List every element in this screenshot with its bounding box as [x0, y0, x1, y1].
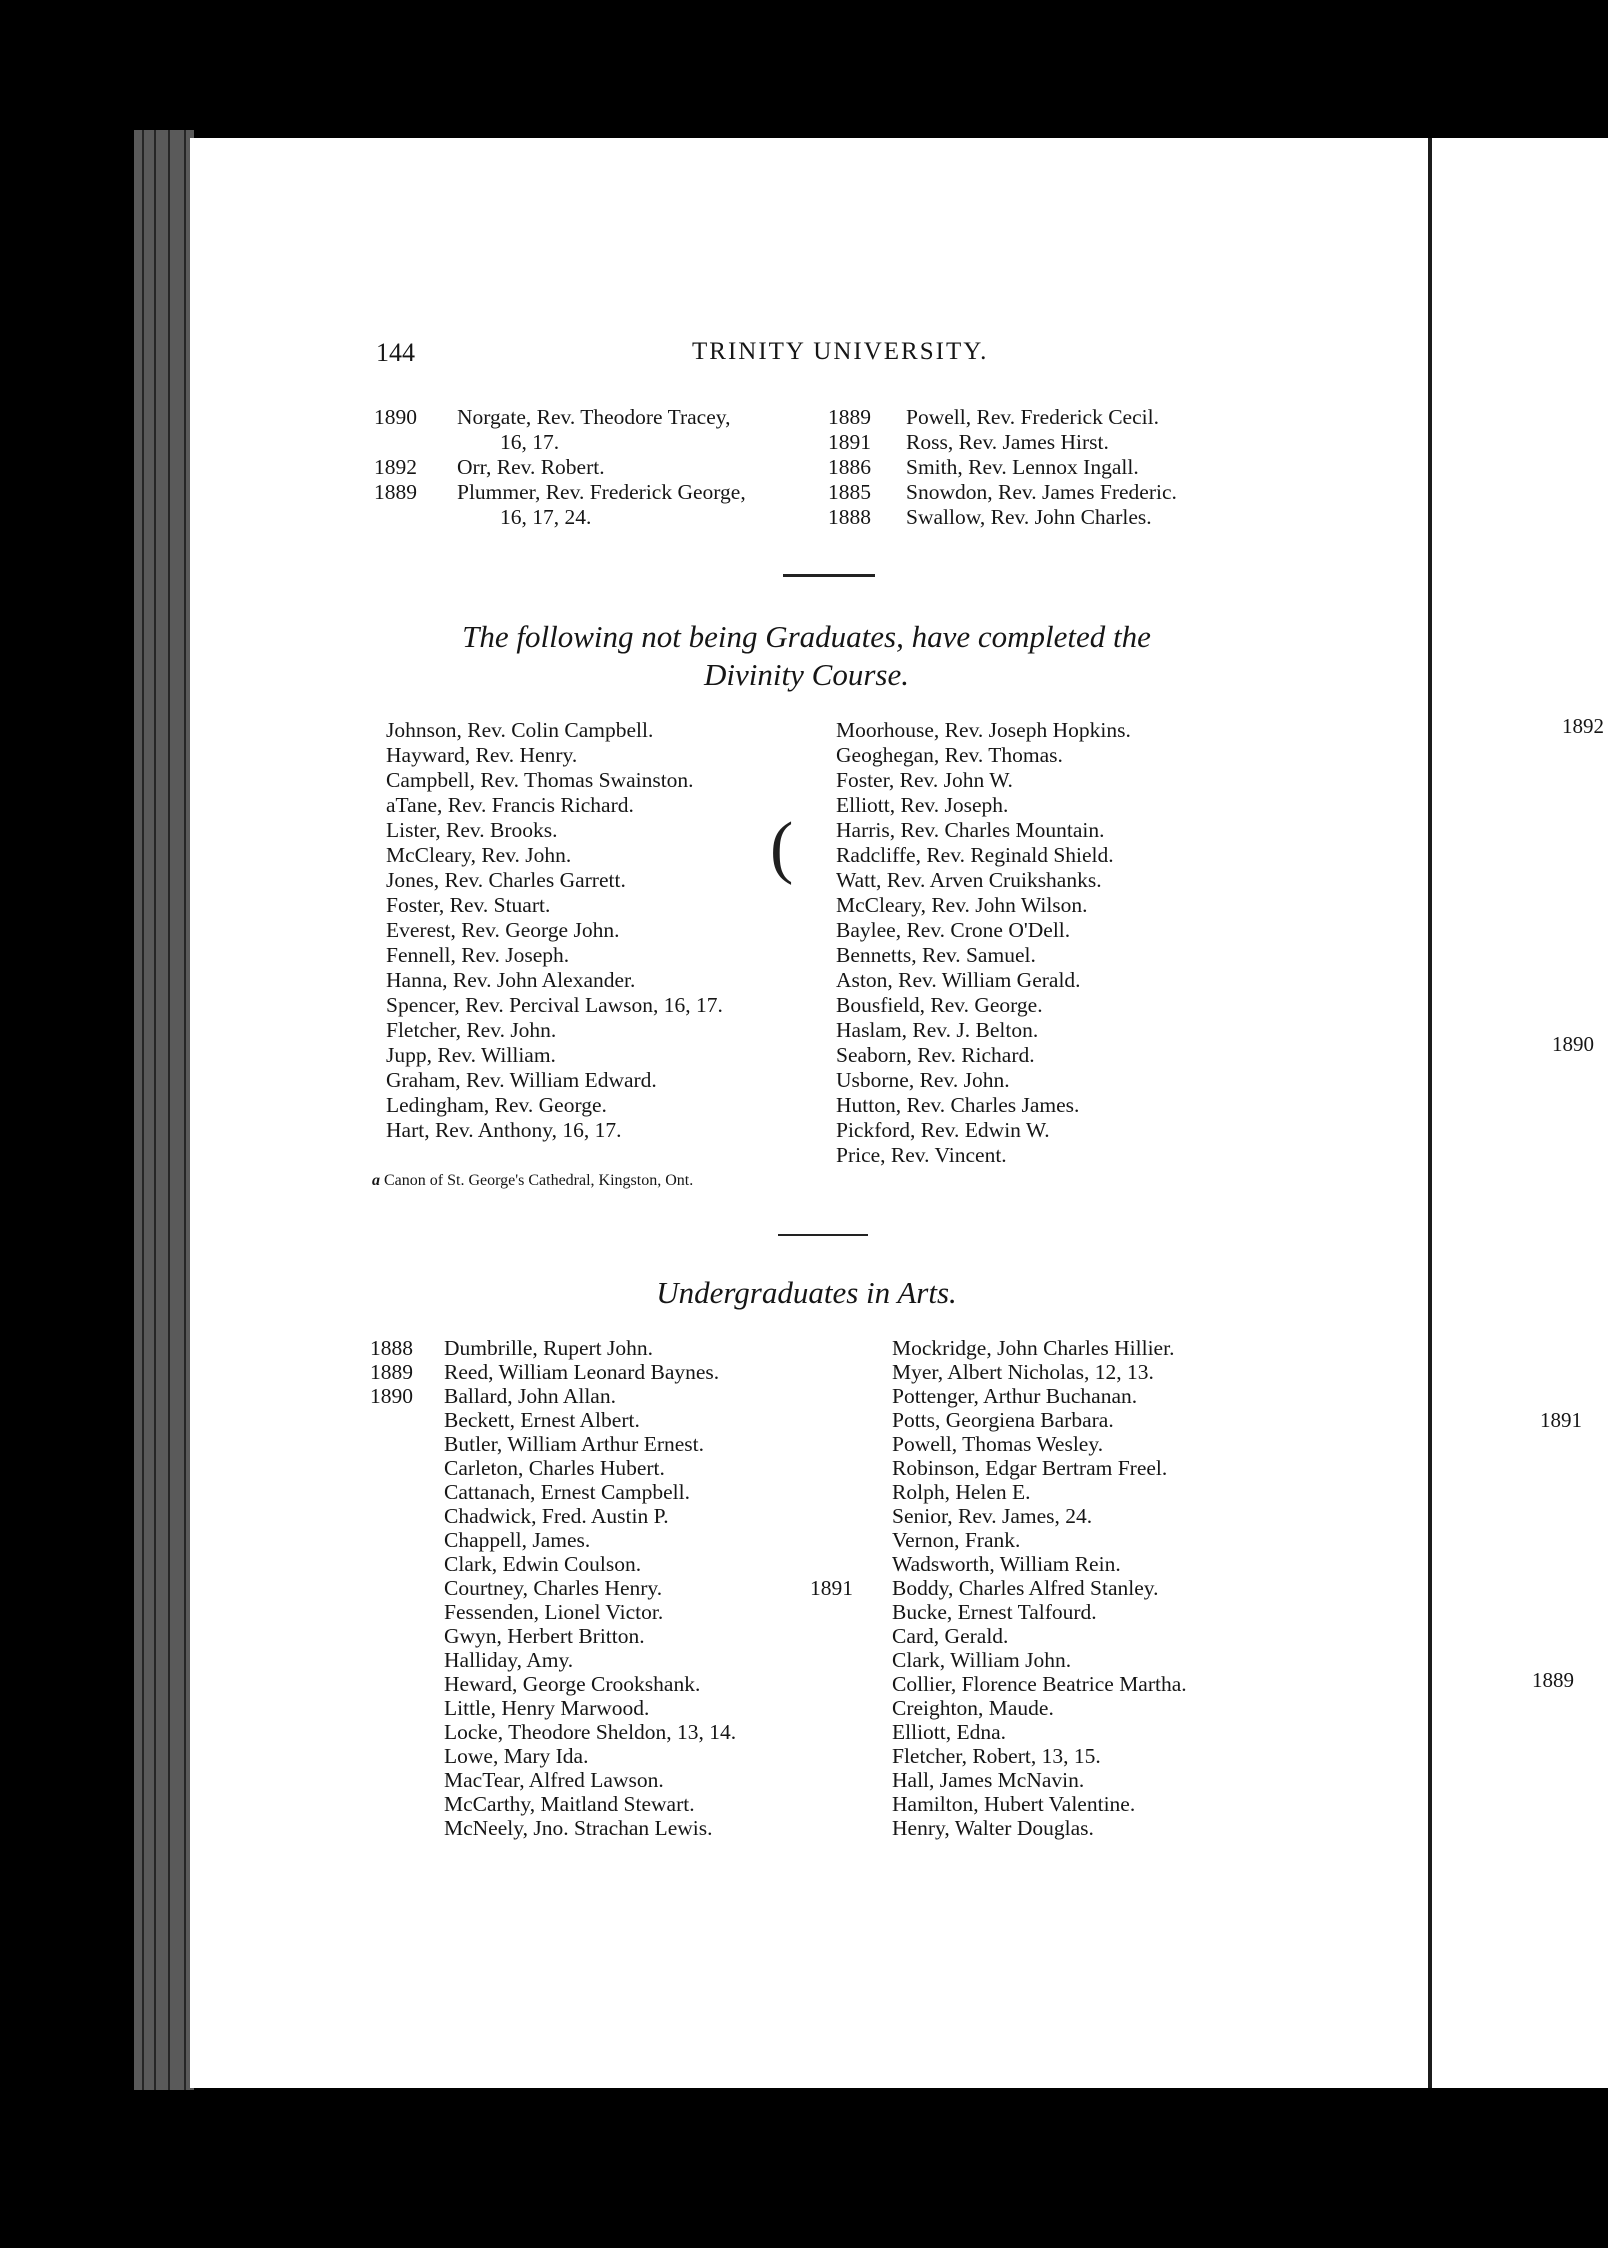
list-item: Watt, Rev. Arven Cruikshanks. [836, 868, 1102, 892]
section-divider [783, 574, 875, 577]
footnote [372, 1172, 693, 1190]
list-item: Pickford, Rev. Edwin W. [836, 1118, 1050, 1142]
entry-name: Collier, Florence Beatrice Martha. [892, 1672, 1187, 1696]
list-item: Everest, Rev. George John. [386, 918, 620, 942]
list-item: Elliott, Rev. Joseph. [836, 793, 1009, 817]
entry-name: Clark, Edwin Coulson. [444, 1552, 642, 1576]
bracket-mark: ( [770, 809, 794, 886]
facing-page-year: 1891 [1540, 1408, 1582, 1432]
page-gutter [1428, 138, 1432, 2088]
entry-name: Butler, William Arthur Ernest. [444, 1432, 705, 1456]
list-item: aTane, Rev. Francis Richard. [386, 793, 634, 817]
footnote-text: Canon of St. George's Cathedral, Kingston, Ont. [384, 1172, 694, 1189]
entry-year: 1891 [810, 1576, 853, 1600]
list-item: Bennetts, Rev. Samuel. [836, 943, 1036, 967]
entry-name: Henry, Walter Douglas. [892, 1816, 1094, 1840]
list-item: Jones, Rev. Charles Garrett. [386, 868, 626, 892]
list-item: Foster, Rev. Stuart. [386, 893, 551, 917]
list-item: Johnson, Rev. Colin Campbell. [386, 718, 654, 742]
list-item: Geoghegan, Rev. Thomas. [836, 743, 1063, 767]
facing-page-year: 1889 [1532, 1668, 1574, 1692]
list-item: Price, Rev. Vincent. [836, 1143, 1007, 1167]
entry-name: Elliott, Edna. [892, 1720, 1007, 1744]
footnote-mark: a [372, 1172, 380, 1189]
list-item: Baylee, Rev. Crone O'Dell. [836, 918, 1071, 942]
entry-name: McCarthy, Maitland Stewart. [444, 1792, 695, 1816]
entry-name: Smith, Rev. Lennox Ingall. [906, 455, 1139, 479]
entry-year: 1888 [370, 1336, 413, 1360]
entry-name: Clark, William John. [892, 1648, 1072, 1672]
entry-name: Lowe, Mary Ida. [444, 1744, 589, 1768]
entry-name: Orr, Rev. Robert. [457, 455, 605, 479]
entry-year: 1890 [370, 1384, 413, 1408]
list-item: Jupp, Rev. William. [386, 1043, 556, 1067]
list-item: Hanna, Rev. John Alexander. [386, 968, 636, 992]
entry-name: Swallow, Rev. John Charles. [906, 505, 1152, 529]
section-divider [778, 1234, 868, 1236]
running-head: TRINITY UNIVERSITY. [692, 338, 989, 365]
page-number: 144 [376, 338, 415, 367]
entry-name: Bucke, Ernest Talfourd. [892, 1600, 1097, 1624]
list-item: Hart, Rev. Anthony, 16, 17. [386, 1118, 622, 1142]
entry-name: Myer, Albert Nicholas, 12, 13. [892, 1360, 1154, 1384]
list-item: Aston, Rev. William Gerald. [836, 968, 1081, 992]
non-graduates-heading: The following not being Graduates, have completed the [462, 619, 1151, 654]
list-item: Lister, Rev. Brooks. [386, 818, 558, 842]
entry-name: Rolph, Helen E. [892, 1480, 1031, 1504]
entry-name: Courtney, Charles Henry. [444, 1576, 663, 1600]
entry-name: Ballard, John Allan. [444, 1384, 616, 1408]
entry-name: Heward, George Crookshank. [444, 1672, 701, 1696]
entry-year: 1889 [370, 1360, 413, 1384]
entry-name: Beckett, Ernest Albert. [444, 1408, 640, 1432]
entry-year: 1885 [828, 480, 871, 504]
entry-name: MacTear, Alfred Lawson. [444, 1768, 664, 1792]
entry-name: Senior, Rev. James, 24. [892, 1504, 1093, 1528]
entry-name: Boddy, Charles Alfred Stanley. [892, 1576, 1159, 1600]
list-item: Harris, Rev. Charles Mountain. [836, 818, 1105, 842]
entry-name: Vernon, Frank. [892, 1528, 1021, 1552]
list-item: Usborne, Rev. John. [836, 1068, 1010, 1092]
list-item: Campbell, Rev. Thomas Swainston. [386, 768, 694, 792]
list-item: Seaborn, Rev. Richard. [836, 1043, 1035, 1067]
entry-name: Snowdon, Rev. James Frederic. [906, 480, 1177, 504]
list-item: Haslam, Rev. J. Belton. [836, 1018, 1039, 1042]
list-item: Foster, Rev. John W. [836, 768, 1013, 792]
list-item: McCleary, Rev. John Wilson. [836, 893, 1088, 917]
facing-page [1423, 138, 1608, 2088]
facing-page-year: 1890 [1552, 1032, 1594, 1056]
entry-name: Plummer, Rev. Frederick George, [457, 480, 746, 504]
entry-name: Creighton, Maude. [892, 1696, 1054, 1720]
entry-name: Dumbrille, Rupert John. [444, 1336, 654, 1360]
entry-name: Halliday, Amy. [444, 1648, 574, 1672]
list-item: Moorhouse, Rev. Joseph Hopkins. [836, 718, 1131, 742]
entry-year: 1886 [828, 455, 871, 479]
entry-name: Robinson, Edgar Bertram Freel. [892, 1456, 1168, 1480]
entry-name: Potts, Georgiena Barbara. [892, 1408, 1114, 1432]
entry-year: 1889 [374, 480, 417, 504]
entry-name: Card, Gerald. [892, 1624, 1009, 1648]
entry-year: 1891 [828, 430, 871, 454]
entry-name: Locke, Theodore Sheldon, 13, 14. [444, 1720, 737, 1744]
entry-name: Ross, Rev. James Hirst. [906, 430, 1109, 454]
entry-name: Fessenden, Lionel Victor. [444, 1600, 664, 1624]
entry-name: Little, Henry Marwood. [444, 1696, 650, 1720]
entry-name: Mockridge, John Charles Hillier. [892, 1336, 1175, 1360]
list-item: Hayward, Rev. Henry. [386, 743, 578, 767]
entry-name: Pottenger, Arthur Buchanan. [892, 1384, 1138, 1408]
book-edge [134, 130, 194, 2090]
list-item: Ledingham, Rev. George. [386, 1093, 607, 1117]
list-item: Spencer, Rev. Percival Lawson, 16, 17. [386, 993, 723, 1017]
entry-name: Chadwick, Fred. Austin P. [444, 1504, 669, 1528]
entry-year: 1888 [828, 505, 871, 529]
entry-name: McNeely, Jno. Strachan Lewis. [444, 1816, 713, 1840]
entry-name: Carleton, Charles Hubert. [444, 1456, 665, 1480]
entry-name: Gwyn, Herbert Britton. [444, 1624, 645, 1648]
entry-continuation: 16, 17. [500, 430, 560, 454]
list-item: Fennell, Rev. Joseph. [386, 943, 570, 967]
undergraduates-heading: Undergraduates in Arts. [656, 1275, 957, 1310]
entry-name: Hall, James McNavin. [892, 1768, 1085, 1792]
entry-name: Hamilton, Hubert Valentine. [892, 1792, 1136, 1816]
list-item: Fletcher, Rev. John. [386, 1018, 557, 1042]
entry-year: 1892 [374, 455, 417, 479]
entry-name: Reed, William Leonard Baynes. [444, 1360, 720, 1384]
entry-name: Powell, Rev. Frederick Cecil. [906, 405, 1159, 429]
entry-name: Fletcher, Robert, 13, 15. [892, 1744, 1101, 1768]
entry-continuation: 16, 17, 24. [500, 505, 592, 529]
list-item: Bousfield, Rev. George. [836, 993, 1043, 1017]
entry-name: Norgate, Rev. Theodore Tracey, [457, 405, 731, 429]
entry-name: Chappell, James. [444, 1528, 591, 1552]
non-graduates-heading-line2: Divinity Course. [704, 657, 909, 692]
facing-page-year: 1892 [1562, 714, 1604, 738]
list-item: Graham, Rev. William Edward. [386, 1068, 657, 1092]
list-item: McCleary, Rev. John. [386, 843, 572, 867]
list-item: Hutton, Rev. Charles James. [836, 1093, 1080, 1117]
list-item: Radcliffe, Rev. Reginald Shield. [836, 843, 1114, 867]
page [190, 138, 1423, 2088]
entry-year: 1890 [374, 405, 417, 429]
entry-name: Wadsworth, William Rein. [892, 1552, 1121, 1576]
entry-name: Cattanach, Ernest Campbell. [444, 1480, 690, 1504]
entry-year: 1889 [828, 405, 871, 429]
entry-name: Powell, Thomas Wesley. [892, 1432, 1104, 1456]
